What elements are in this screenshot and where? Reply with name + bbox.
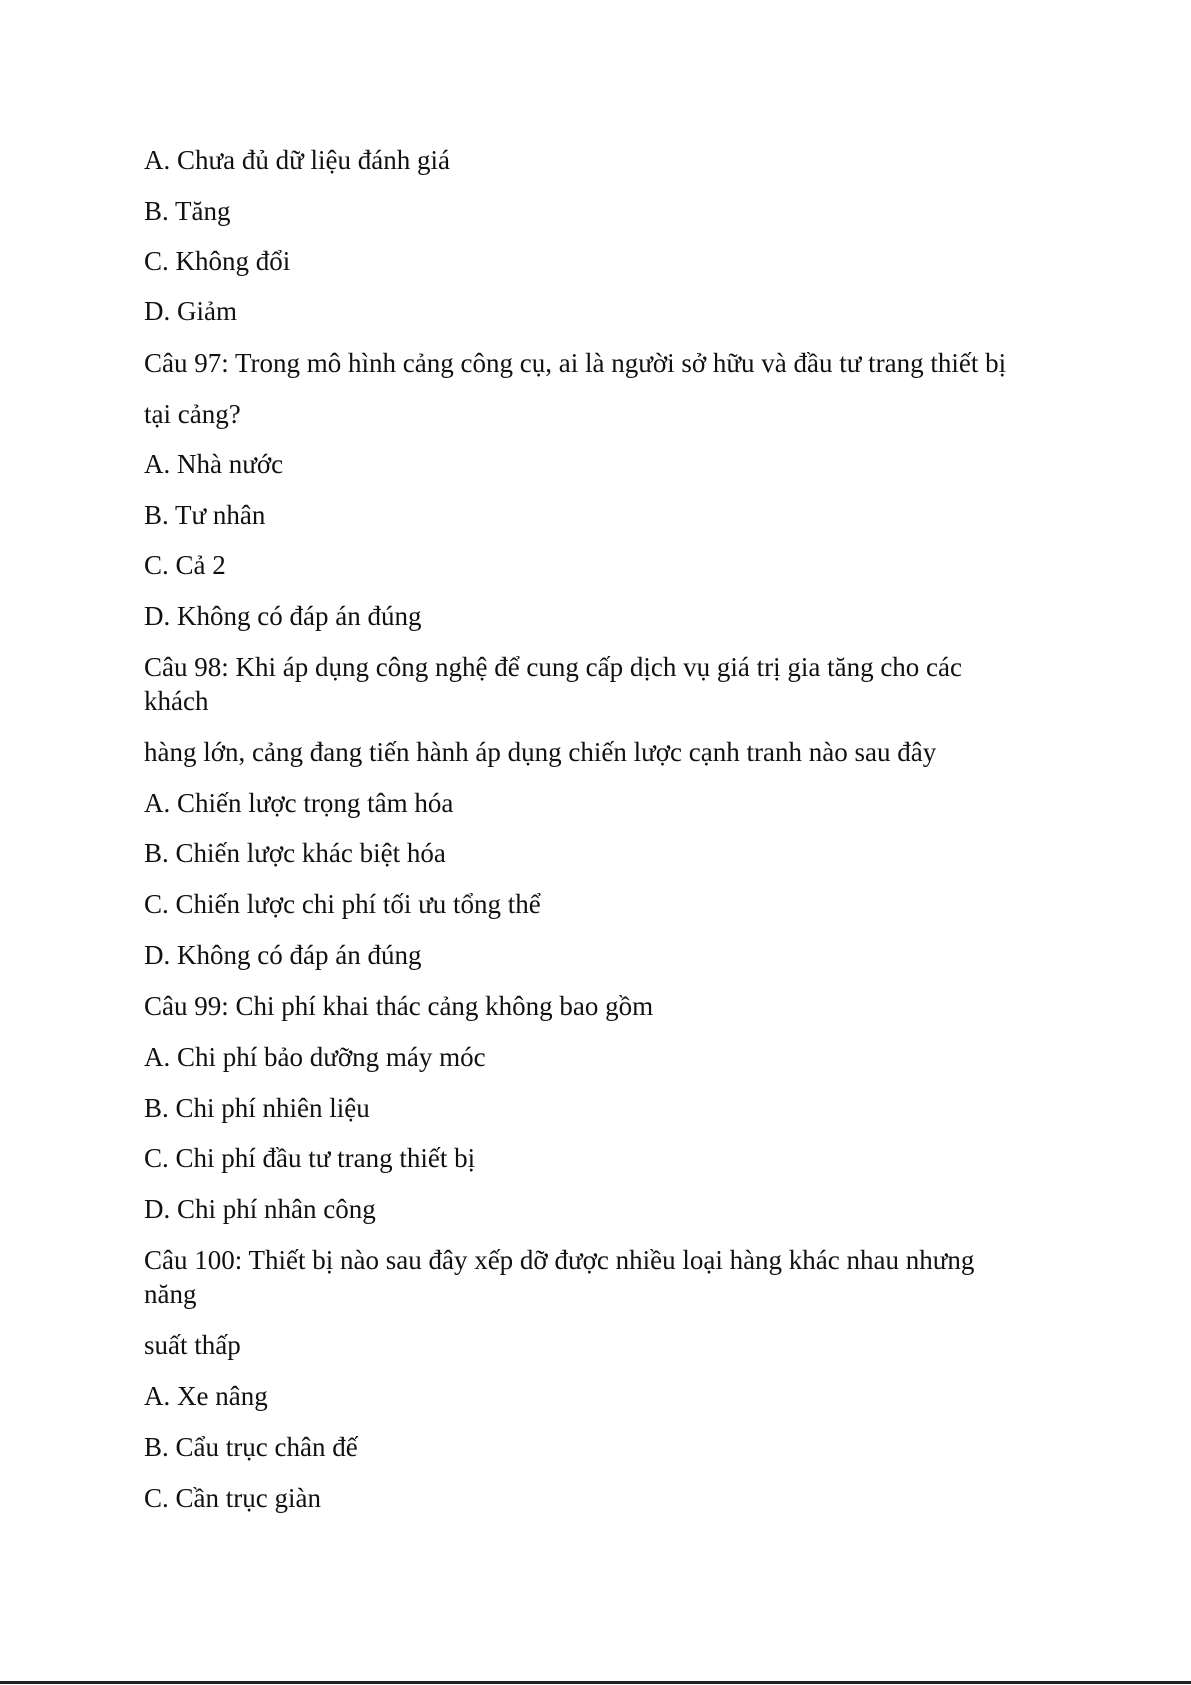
question-100-line-1: Câu 100: Thiết bị nào sau đây xếp dỡ được nhiều loại hàng khác nhau nhưng	[144, 1245, 975, 1275]
question-97-line-1: Câu 97: Trong mô hình cảng công cụ, ai là người sở hữu và đầu tư trang thiết bị	[144, 348, 1007, 378]
option-b-q99: B. Chi phí nhiên liệu	[144, 1093, 370, 1123]
option-d-q97: D. Không có đáp án đúng	[144, 601, 422, 631]
option-b-q96: B. Tăng	[144, 196, 231, 226]
option-d-q96: D. Giảm	[144, 296, 237, 326]
option-b-q100: B. Cẩu trục chân đế	[144, 1432, 358, 1462]
question-97-line-2: tại cảng?	[144, 399, 241, 429]
question-100-line-3: suất thấp	[144, 1330, 241, 1360]
option-d-q98: D. Không có đáp án đúng	[144, 940, 422, 970]
option-c-q98: C. Chiến lược chi phí tối ưu tổng thể	[144, 889, 541, 919]
option-d-q99: D. Chi phí nhân công	[144, 1194, 376, 1224]
option-b-q98: B. Chiến lược khác biệt hóa	[144, 838, 446, 868]
option-a-q100: A. Xe nâng	[144, 1381, 268, 1411]
option-c-q96: C. Không đổi	[144, 246, 291, 276]
option-c-q99: C. Chi phí đầu tư trang thiết bị	[144, 1143, 476, 1173]
question-98-line-3: hàng lớn, cảng đang tiến hành áp dụng chiến lược cạnh tranh nào sau đây	[144, 737, 937, 767]
option-a-q99: A. Chi phí bảo dưỡng máy móc	[144, 1042, 486, 1072]
question-100-line-2: năng	[144, 1279, 197, 1309]
question-98-line-2: khách	[144, 686, 209, 716]
option-b-q97: B. Tư nhân	[144, 500, 266, 530]
question-98-line-1: Câu 98: Khi áp dụng công nghệ để cung cấp dịch vụ giá trị gia tăng cho các	[144, 652, 963, 682]
question-99: Câu 99: Chi phí khai thác cảng không bao gồm	[144, 991, 654, 1021]
option-a-q97: A. Nhà nước	[144, 449, 284, 479]
option-c-q97: C. Cả 2	[144, 550, 226, 580]
option-a-q98: A. Chiến lược trọng tâm hóa	[144, 788, 454, 818]
option-a-q96: A. Chưa đủ dữ liệu đánh giá	[144, 145, 450, 175]
option-c-q100: C. Cần trục giàn	[144, 1483, 321, 1513]
page-bottom-divider	[0, 1681, 1191, 1684]
